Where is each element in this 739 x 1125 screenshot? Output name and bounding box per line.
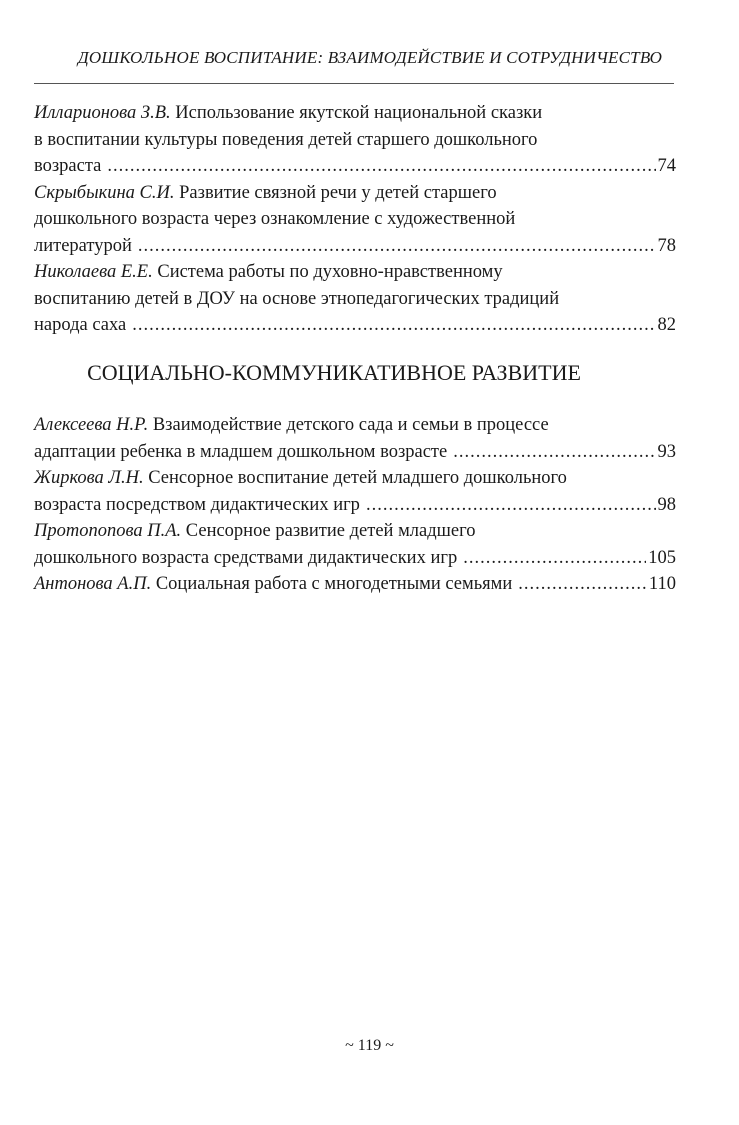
dot-leader <box>453 439 655 466</box>
toc-entry-antonova[interactable] <box>34 571 676 598</box>
entry-title-line: Сенсорное воспитание детей младшего дошкольного <box>148 468 567 488</box>
entry-page-number: 110 <box>648 574 676 594</box>
dot-leader <box>518 571 647 598</box>
dot-leader <box>107 153 655 180</box>
entry-page-number: 74 <box>657 156 676 176</box>
toc-entry-zhirkova[interactable] <box>34 465 676 518</box>
entry-title-line: литературой <box>34 235 132 256</box>
dot-leader <box>132 312 655 339</box>
entry-title-line: Взаимодействие детского сада и семьи в процессе <box>152 415 549 435</box>
entry-title-line: в воспитании культуры поведения детей старшего дошкольного <box>34 129 538 150</box>
entry-author: Антонова А.П. <box>34 574 152 594</box>
page-number-footer: ~ 119 ~ <box>345 1037 394 1054</box>
entry-title-line: Использование якутской национальной сказки <box>175 103 543 123</box>
toc-entry-alekseeva[interactable] <box>34 412 676 465</box>
toc-list-bottom <box>34 412 676 598</box>
header-rule <box>34 83 674 84</box>
section-title: СОЦИАЛЬНО-КОММУНИКАТИВНОЕ РАЗВИТИЕ <box>87 360 581 385</box>
entry-title-line: Социальная работа с многодетными семьями <box>155 574 513 594</box>
entry-title-line: народа саха <box>34 315 127 335</box>
entry-title-line: возраста <box>34 156 102 176</box>
entry-author: Алексеева Н.Р. <box>34 415 149 435</box>
entry-title-line: возраста посредством дидактических игр <box>34 494 360 515</box>
toc-entry-nikolaeva[interactable] <box>34 259 676 339</box>
entry-author: Скрыбыкина С.И. <box>34 182 175 203</box>
entry-title-line: Сенсорное развитие детей младшего <box>185 521 476 541</box>
dot-leader <box>463 545 646 572</box>
entry-title-line: Развитие связной речи у детей старшего <box>179 182 497 203</box>
entry-title-line: дошкольного возраста средствами дидактических игр <box>34 547 458 568</box>
entry-page-number: 105 <box>648 547 676 568</box>
entry-author: Жиркова Л.Н. <box>34 468 144 488</box>
dot-leader <box>138 233 656 260</box>
entry-page-number: 98 <box>657 494 676 515</box>
entry-title-line: адаптации ребенка в младшем дошкольном возрасте <box>34 441 448 462</box>
entry-author: Николаева Е.Е. <box>34 262 153 282</box>
entry-author: Илларионова З.В. <box>34 103 171 123</box>
entry-title-line: Система работы по духовно-нравственному <box>157 262 503 282</box>
toc-list-top <box>34 100 676 339</box>
running-head: ДОШКОЛЬНОЕ ВОСПИТАНИЕ: ВЗАИМОДЕЙСТВИЕ И СОТРУДНИЧЕСТВО <box>77 48 663 67</box>
toc-entry-skrybykina[interactable] <box>34 180 676 260</box>
entry-page-number: 93 <box>657 441 676 462</box>
dot-leader <box>366 492 656 519</box>
toc-entry-illarionova[interactable] <box>34 100 676 180</box>
entry-title-line: дошкольного возраста через ознакомление с художественной <box>34 209 516 229</box>
entry-page-number: 82 <box>657 315 676 335</box>
entry-title-line: воспитанию детей в ДОУ на основе этнопедагогических традиций <box>34 288 560 309</box>
toc-entry-protopopova[interactable] <box>34 518 676 571</box>
entry-author: Протопопова П.А. <box>34 521 182 541</box>
entry-page-number: 78 <box>657 235 676 256</box>
